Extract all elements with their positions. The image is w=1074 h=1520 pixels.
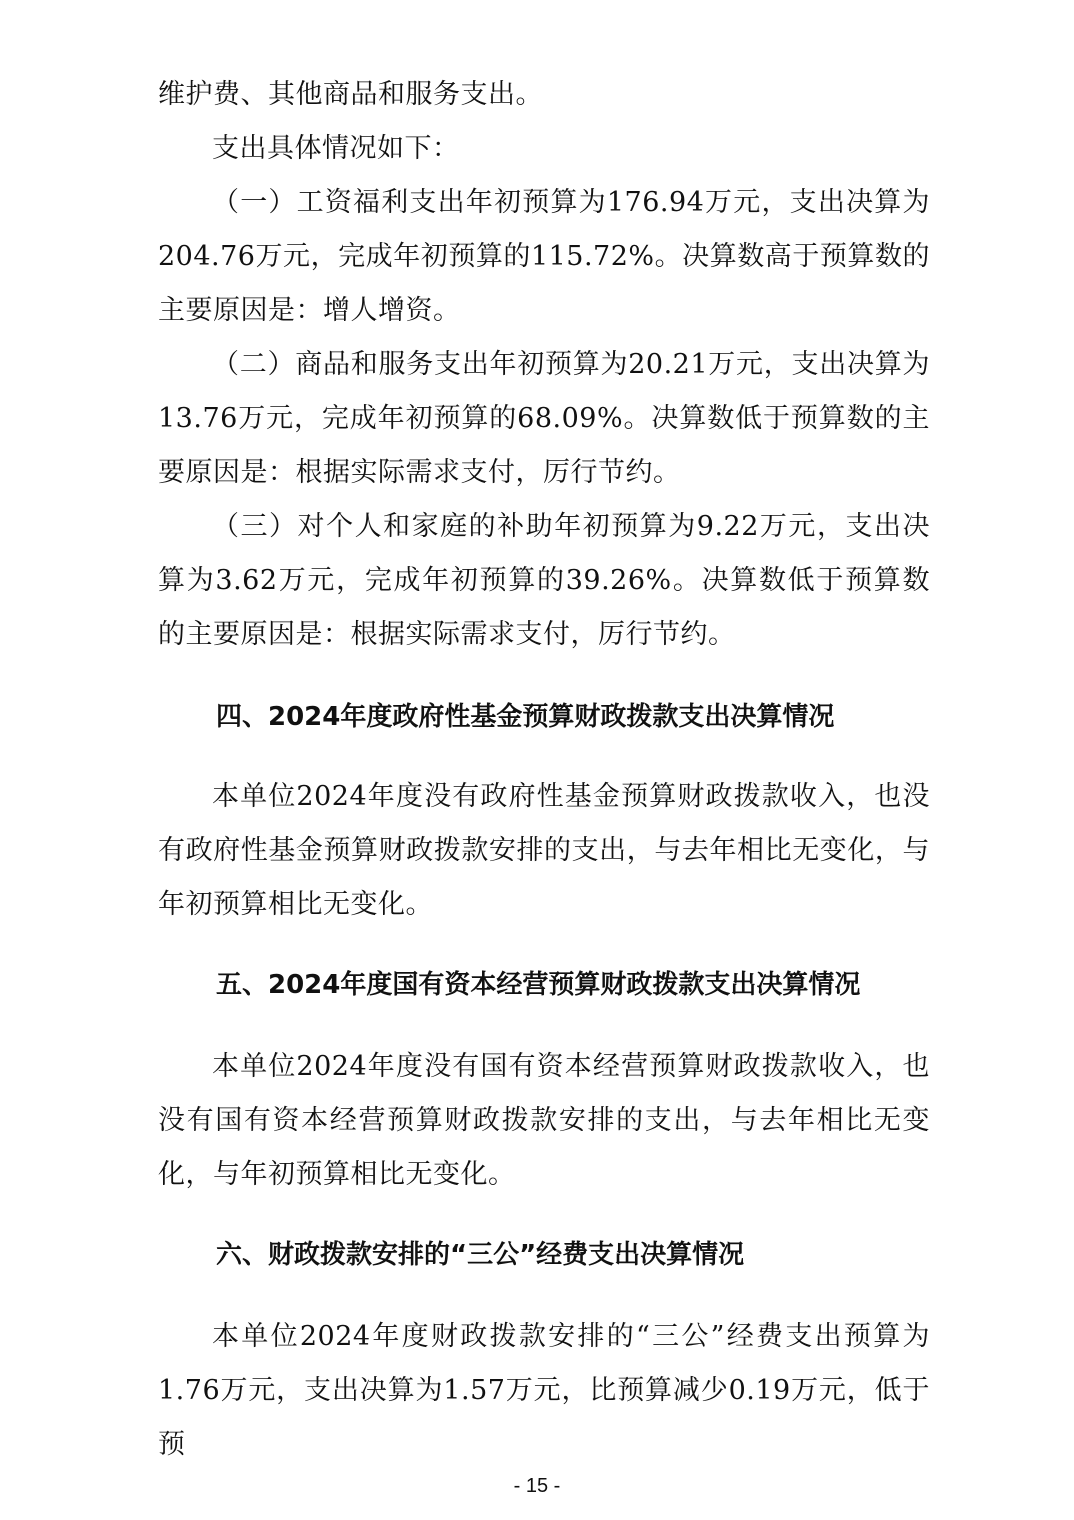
paragraph-item-3: （三）对个人和家庭的补助年初预算为9.22万元，支出决算为3.62万元，完成年初预算的39.26%。决算数低于预算数的主要原因是：根据实际需求支付，厉行节约。 [158, 511, 930, 650]
section-body-4: 本单位2024年度没有政府性基金预算财政拨款收入，也没有政府性基金预算财政拨款安排的支出，与去年相比无变化，与年初预算相比无变化。 [158, 781, 930, 920]
paragraph-intro: 支出具体情况如下： [212, 133, 460, 164]
section-body-5: 本单位2024年度没有国有资本经营预算财政拨款收入，也没有国有资本经营预算财政拨款安排的支出，与去年相比无变化，与年初预算相比无变化。 [158, 1051, 930, 1190]
paragraph-item-1: （一）工资福利支出年初预算为176.94万元，支出决算为204.76万元，完成年初预算的115.72%。决算数高于预算数的主要原因是：增人增资。 [158, 187, 930, 326]
section-heading-4: 四、2024年度政府性基金预算财政拨款支出决算情况 [216, 702, 835, 732]
paragraph-item-2: （二）商品和服务支出年初预算为20.21万元，支出决算为13.76万元，完成年初预算的68.09%。决算数低于预算数的主要原因是：根据实际需求支付，厉行节约。 [158, 349, 930, 488]
page-number: - 15 - [513, 1475, 561, 1497]
section-heading-5: 五、2024年度国有资本经营预算财政拨款支出决算情况 [216, 970, 861, 1000]
paragraph-continuation: 维护费、其他商品和服务支出。 [158, 79, 543, 110]
section-body-6: 本单位2024年度财政拨款安排的“三公”经费支出预算为1.76万元，支出决算为1.57万元，比预算减少0.19万元，低于预 [158, 1321, 930, 1460]
section-heading-6: 六、财政拨款安排的“三公”经费支出决算情况 [216, 1240, 745, 1270]
